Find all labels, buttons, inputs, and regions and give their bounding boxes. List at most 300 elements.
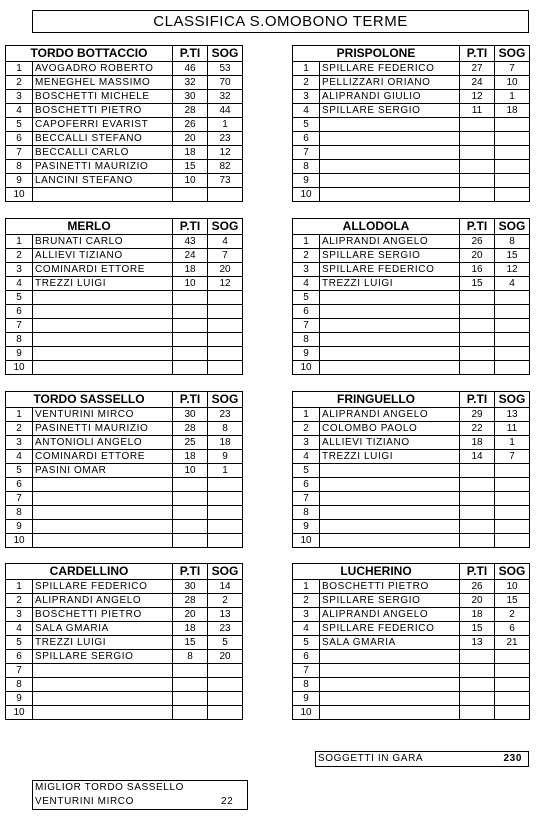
points-cell: 26 [460,580,495,594]
table-row [6,678,243,692]
name-cell: SPILLARE SERGIO [320,594,460,608]
subjects-cell [495,650,530,664]
subjects-cell [495,464,530,478]
table-row [293,492,530,506]
subjects-cell [208,333,243,347]
table-row [6,277,243,291]
subjects-cell: 18 [495,104,530,118]
name-cell: SPILLARE FEDERICO [320,263,460,277]
species-table [5,563,243,720]
name-cell: SALA GMARIA [320,636,460,650]
table-row [293,478,530,492]
rank-cell: 10 [293,706,320,720]
species-name: PRISPOLONE [293,46,460,62]
rank-cell: 5 [293,636,320,650]
points-cell: 14 [460,450,495,464]
subjects-cell: 12 [208,277,243,291]
species-table [292,218,530,375]
subjects-cell [495,319,530,333]
name-cell [320,520,460,534]
rank-cell: 10 [293,534,320,548]
points-cell: 32 [173,76,208,90]
subjects-cell: 32 [208,90,243,104]
subjects-cell [208,520,243,534]
rank-cell: 8 [293,506,320,520]
species-table [5,45,243,202]
name-cell [33,506,173,520]
table-row [6,622,243,636]
name-cell: SPILLARE FEDERICO [320,622,460,636]
name-cell: PASINI OMAR [33,464,173,478]
table-row [6,76,243,90]
species-name: MERLO [6,219,173,235]
points-header: P.TI [173,46,208,62]
points-cell: 16 [460,263,495,277]
points-cell [173,534,208,548]
rank-cell: 6 [293,305,320,319]
table-row [293,249,530,263]
subjects-cell: 7 [208,249,243,263]
rank-cell: 3 [6,608,33,622]
rank-cell: 1 [293,62,320,76]
table-header [6,46,243,62]
rank-cell: 7 [293,492,320,506]
table-row [293,263,530,277]
table-row [6,347,243,361]
subjects-cell: 82 [208,160,243,174]
points-header: P.TI [173,219,208,235]
name-cell: TREZZI LUIGI [33,636,173,650]
rank-cell: 8 [6,160,33,174]
rank-cell: 6 [293,478,320,492]
subjects-cell [495,664,530,678]
rank-cell: 3 [293,263,320,277]
species-name: TORDO SASSELLO [6,392,173,408]
table-row [293,464,530,478]
table-row [293,520,530,534]
points-cell [173,361,208,375]
points-cell: 22 [460,422,495,436]
name-cell: SPILLARE FEDERICO [33,580,173,594]
subjects-header: SOG [208,46,243,62]
table-row [6,132,243,146]
rank-cell: 5 [293,291,320,305]
rank-cell: 9 [293,692,320,706]
subjects-cell [495,188,530,202]
rank-cell: 1 [6,62,33,76]
rank-cell: 5 [6,118,33,132]
rank-cell: 4 [293,450,320,464]
name-cell [33,664,173,678]
points-cell [173,333,208,347]
name-cell [320,464,460,478]
subjects-cell [208,305,243,319]
rank-cell: 5 [293,464,320,478]
points-cell: 28 [173,104,208,118]
rank-cell: 4 [6,277,33,291]
table-row [6,650,243,664]
name-cell [320,361,460,375]
points-cell: 46 [173,62,208,76]
table-row [293,146,530,160]
rank-cell: 7 [6,492,33,506]
table-header [293,46,530,62]
name-cell: ALIPRANDI ANGELO [320,408,460,422]
table-header [6,219,243,235]
name-cell [320,291,460,305]
subjects-cell: 13 [208,608,243,622]
subjects-cell: 2 [208,594,243,608]
subjects-cell: 1 [495,436,530,450]
rank-cell: 9 [293,174,320,188]
name-cell [33,188,173,202]
table-row [6,464,243,478]
points-cell: 10 [173,277,208,291]
subjects-cell [495,160,530,174]
species-name: ALLODOLA [293,219,460,235]
points-cell: 28 [173,594,208,608]
subjects-cell: 5 [208,636,243,650]
points-cell: 43 [173,235,208,249]
table-row [293,580,530,594]
table-row [293,678,530,692]
subjects-cell [208,678,243,692]
rank-cell: 9 [293,520,320,534]
rank-cell: 6 [6,650,33,664]
subjects-cell: 18 [208,436,243,450]
name-cell: COLOMBO PAOLO [320,422,460,436]
name-cell: COMINARDI ETTORE [33,263,173,277]
name-cell [33,291,173,305]
table-row [293,104,530,118]
name-cell: ALLIEVI TIZIANO [33,249,173,263]
name-cell: BECCALLI CARLO [33,146,173,160]
table-row [6,174,243,188]
name-cell [320,650,460,664]
name-cell: BOSCHETTI MICHELE [33,90,173,104]
rank-cell: 2 [293,76,320,90]
subjects-cell [495,520,530,534]
subjects-cell [208,664,243,678]
name-cell: PASINETTI MAURIZIO [33,160,173,174]
rank-cell: 3 [293,436,320,450]
table-row [293,305,530,319]
rank-cell: 9 [6,692,33,706]
points-cell: 8 [173,650,208,664]
rank-cell: 9 [6,174,33,188]
name-cell: BOSCHETTI PIETRO [33,104,173,118]
table-header [6,392,243,408]
name-cell [33,706,173,720]
species-name: FRINGUELLO [293,392,460,408]
name-cell: TREZZI LUIGI [320,450,460,464]
name-cell: TREZZI LUIGI [33,277,173,291]
table-row [6,436,243,450]
table-row [293,160,530,174]
points-cell [460,478,495,492]
points-cell: 12 [460,90,495,104]
table-row [293,188,530,202]
subjects-header: SOG [208,564,243,580]
rank-cell: 4 [293,622,320,636]
name-cell [320,333,460,347]
rank-cell: 9 [6,520,33,534]
points-header: P.TI [460,219,495,235]
name-cell [320,174,460,188]
table-row [293,650,530,664]
table-row [6,291,243,305]
points-cell [173,692,208,706]
rank-cell: 7 [293,146,320,160]
rank-cell: 6 [6,305,33,319]
subjects-cell: 1 [208,118,243,132]
species-name: TORDO BOTTACCIO [6,46,173,62]
table-row [293,291,530,305]
name-cell [320,678,460,692]
points-cell [173,664,208,678]
table-row [6,249,243,263]
rank-cell: 2 [6,594,33,608]
rank-cell: 4 [6,622,33,636]
subjects-cell: 1 [208,464,243,478]
points-cell [460,520,495,534]
table-row [6,636,243,650]
table-row [6,188,243,202]
name-cell [33,478,173,492]
points-cell: 20 [173,132,208,146]
name-cell [320,305,460,319]
points-cell [460,534,495,548]
points-cell: 18 [460,608,495,622]
rank-cell: 9 [6,347,33,361]
table-header [293,219,530,235]
name-cell: SPILLARE SERGIO [320,104,460,118]
points-cell [460,464,495,478]
table-row [293,62,530,76]
rank-cell: 4 [293,104,320,118]
rank-cell: 10 [293,361,320,375]
rank-cell: 2 [6,76,33,90]
subjects-cell: 10 [495,580,530,594]
rank-cell: 8 [293,333,320,347]
table-row [6,534,243,548]
name-cell: PELLIZZARI ORIANO [320,76,460,90]
rank-cell: 10 [293,188,320,202]
table-row [6,450,243,464]
rank-cell: 5 [293,118,320,132]
rank-cell: 7 [6,664,33,678]
subjects-cell: 21 [495,636,530,650]
subjects-cell [208,534,243,548]
table-row [293,422,530,436]
subjects-cell [495,305,530,319]
subjects-header: SOG [208,392,243,408]
table-row [293,506,530,520]
table-row [293,436,530,450]
name-cell [33,305,173,319]
table-row [6,580,243,594]
name-cell: ALIPRANDI ANGELO [320,608,460,622]
subjects-cell [208,692,243,706]
rank-cell: 1 [293,408,320,422]
rank-cell: 10 [6,361,33,375]
subjects-cell [495,347,530,361]
rank-cell: 8 [293,160,320,174]
points-cell: 11 [460,104,495,118]
subjects-cell [495,506,530,520]
table-header [293,564,530,580]
rank-cell: 6 [293,650,320,664]
points-cell [460,160,495,174]
points-cell [460,492,495,506]
points-cell: 27 [460,62,495,76]
table-row [6,263,243,277]
subjects-cell: 6 [495,622,530,636]
subjects-cell: 1 [495,90,530,104]
name-cell: SALA GMARIA [33,622,173,636]
table-row [6,664,243,678]
points-cell [460,650,495,664]
points-cell [173,492,208,506]
subjects-cell: 8 [495,235,530,249]
rank-cell: 9 [293,347,320,361]
table-row [6,90,243,104]
table-row [6,706,243,720]
name-cell: ALLIEVI TIZIANO [320,436,460,450]
name-cell: SPILLARE FEDERICO [320,62,460,76]
subjects-cell [495,534,530,548]
best-thrush-name: VENTURINI MIRCO [35,796,134,807]
rank-cell: 6 [6,132,33,146]
table-row [293,333,530,347]
species-table [5,391,243,548]
rank-cell: 4 [6,104,33,118]
points-cell [173,520,208,534]
points-cell: 15 [173,636,208,650]
rank-cell: 1 [6,580,33,594]
table-row [6,408,243,422]
rank-cell: 5 [6,291,33,305]
points-cell [173,305,208,319]
table-row [293,408,530,422]
page-title: CLASSIFICA S.OMOBONO TERME [32,10,529,33]
points-cell: 26 [173,118,208,132]
points-cell: 30 [173,408,208,422]
table-row [6,594,243,608]
table-row [6,319,243,333]
points-cell [173,706,208,720]
name-cell [320,692,460,706]
rank-cell: 3 [293,608,320,622]
table-row [6,478,243,492]
table-row [293,347,530,361]
rank-cell: 7 [6,319,33,333]
name-cell: PASINETTI MAURIZIO [33,422,173,436]
name-cell: ALIPRANDI ANGELO [320,235,460,249]
species-name: CARDELLINO [6,564,173,580]
rank-cell: 8 [6,678,33,692]
points-cell [173,347,208,361]
points-cell [173,291,208,305]
name-cell [33,333,173,347]
subjects-cell: 15 [495,594,530,608]
table-row [6,235,243,249]
name-cell [320,506,460,520]
rank-cell: 4 [293,277,320,291]
rank-cell: 3 [293,90,320,104]
subjects-cell [208,319,243,333]
points-cell: 20 [460,249,495,263]
points-cell [173,319,208,333]
subjects-cell [208,361,243,375]
name-cell [320,706,460,720]
subjects-cell: 4 [495,277,530,291]
name-cell [33,692,173,706]
rank-cell: 2 [293,594,320,608]
subjects-cell [208,492,243,506]
table-row [293,76,530,90]
subjects-cell: 53 [208,62,243,76]
points-cell [460,291,495,305]
name-cell: ALIPRANDI GIULIO [320,90,460,104]
points-cell [173,506,208,520]
subjects-cell: 13 [495,408,530,422]
subjects-total-label: SOGGETTI IN GARA [318,753,424,764]
name-cell [320,146,460,160]
points-cell [460,361,495,375]
subjects-cell [495,291,530,305]
subjects-cell [495,118,530,132]
table-row [6,520,243,534]
rank-cell: 3 [6,436,33,450]
species-table [292,45,530,202]
best-thrush-label: MIGLIOR TORDO SASSELLO [35,782,184,793]
points-cell: 15 [460,622,495,636]
subjects-header: SOG [495,392,530,408]
rank-cell: 2 [293,422,320,436]
name-cell [320,132,460,146]
points-cell [460,132,495,146]
points-cell: 26 [460,235,495,249]
points-cell [460,305,495,319]
rank-cell: 3 [6,90,33,104]
points-header: P.TI [173,564,208,580]
rank-cell: 2 [293,249,320,263]
points-cell [460,146,495,160]
points-cell: 29 [460,408,495,422]
subjects-cell [495,333,530,347]
subjects-cell: 14 [208,580,243,594]
name-cell [33,361,173,375]
points-cell: 13 [460,636,495,650]
subjects-header: SOG [495,564,530,580]
table-row [293,706,530,720]
points-cell: 18 [173,146,208,160]
subjects-cell: 10 [495,76,530,90]
subjects-cell [495,146,530,160]
points-cell: 30 [173,90,208,104]
points-cell: 30 [173,580,208,594]
rank-cell: 10 [6,706,33,720]
table-row [293,118,530,132]
subjects-cell: 12 [495,263,530,277]
table-row [293,450,530,464]
rank-cell: 8 [6,506,33,520]
subjects-cell [208,478,243,492]
points-cell: 25 [173,436,208,450]
name-cell [33,534,173,548]
subjects-cell: 23 [208,622,243,636]
